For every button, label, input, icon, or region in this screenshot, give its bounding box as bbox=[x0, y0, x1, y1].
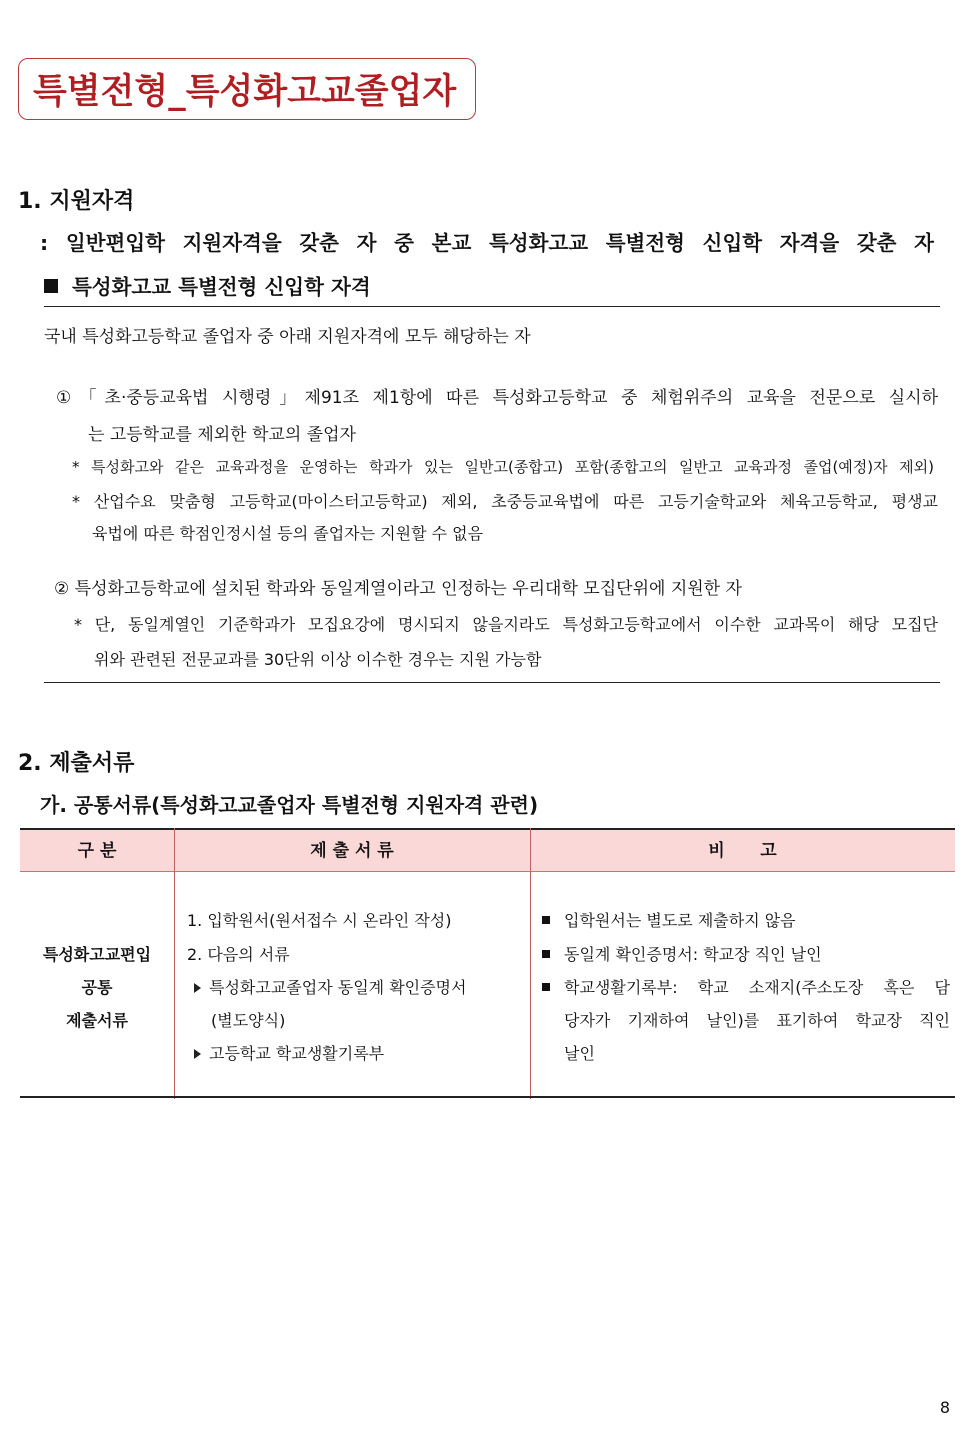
page-title: 특별전형_특성화고교졸업자 bbox=[33, 72, 457, 112]
category-line: 특성화고교편입 bbox=[42, 945, 152, 964]
note3-line2: 위와 관련된 전문교과를 30단위 이상 이수한 경우는 지원 가능함 bbox=[94, 650, 542, 669]
note3-line1: * 단, 동일계열인 기준학과가 모집요강에 명시되지 않을지라도 특성화고등학교에서 이수한 교과목이 해당 모집단 bbox=[74, 615, 938, 634]
header-remarks: 비 고 bbox=[708, 841, 777, 861]
square-bullet-icon bbox=[542, 983, 550, 991]
note1: * 특성화고와 같은 교육과정을 운영하는 학과가 있는 일반고(종합고) 포함(종합고의 일반고 교육과정 졸업(예정)자 제외) bbox=[72, 458, 934, 476]
table-bottom-rule bbox=[20, 1096, 955, 1098]
page-number: 8 bbox=[939, 1398, 950, 1417]
section1-intro: 국내 특성화고등학교 졸업자 중 아래 지원자격에 모두 해당하는 자 bbox=[44, 327, 531, 347]
remark-item-cont: 날인 bbox=[564, 1044, 595, 1063]
remark-item: 학교생활기록부: 학교 소재지(주소도장 혹은 담 bbox=[542, 975, 950, 998]
item1-line2: 는 고등학교를 제외한 학교의 졸업자 bbox=[88, 425, 356, 445]
section2-subheading: 가. 공통서류(특성화고교졸업자 특별전형 지원자격 관련) bbox=[40, 793, 539, 817]
title-box bbox=[18, 58, 476, 120]
item2: ② 특성화고등학교에 설치된 학과와 동일계열이라고 인정하는 우리대학 모집단위에 지원한 자 bbox=[54, 579, 742, 599]
note2-line1: * 산업수요 맞춤형 고등학교(마이스터고등학교) 제외, 초중등교육법에 따른 고등기술학교와 체육고등학교, 평생교 bbox=[72, 492, 938, 511]
document-item: 1. 입학원서(원서접수 시 온라인 작성) bbox=[187, 911, 452, 930]
documents-table bbox=[20, 828, 955, 1099]
document-subitem: 특성화고교졸업자 동일계 확인증명서 bbox=[194, 975, 466, 998]
item1-line1: ①「초·중등교육법 시행령」제91조 제1항에 따른 특성화고등학교 중 체험위주의 교육을 전문으로 실시하 bbox=[56, 388, 938, 408]
note2-line2: 육법에 따른 학점인정시설 등의 졸업자는 지원할 수 없음 bbox=[92, 524, 484, 543]
square-bullet-icon bbox=[542, 950, 550, 958]
column-divider bbox=[174, 828, 175, 1099]
section1-heading: 1. 지원자격 bbox=[18, 189, 135, 214]
category-line: 제출서류 bbox=[66, 1011, 128, 1030]
square-bullet-icon bbox=[44, 279, 58, 293]
remark-item: 입학원서는 별도로 제출하지 않음 bbox=[542, 908, 796, 931]
section1-summary: : 일반편입학 지원자격을 갖춘 자 중 본교 특성화고교 특별전형 신입학 자격을 갖춘 자 bbox=[40, 231, 934, 255]
header-category: 구 분 bbox=[77, 841, 117, 861]
document-item: 2. 다음의 서류 bbox=[187, 945, 290, 964]
document-subitem-cont: (별도양식) bbox=[211, 1011, 286, 1030]
header-documents: 제 출 서 류 bbox=[310, 841, 394, 861]
divider-bottom bbox=[44, 682, 940, 683]
section1-subheading-row bbox=[44, 270, 371, 300]
remark-item-cont: 당자가 기재하여 날인)를 표기하여 학교장 직인 bbox=[564, 1011, 950, 1030]
triangle-bullet-icon bbox=[194, 983, 201, 993]
column-divider bbox=[530, 828, 531, 1099]
document-subitem: 고등학교 학교생활기록부 bbox=[194, 1041, 384, 1064]
divider-top bbox=[44, 306, 940, 307]
square-bullet-icon bbox=[542, 916, 550, 924]
section2-heading: 2. 제출서류 bbox=[18, 751, 135, 776]
section1-subheading: 특성화고교 특별전형 신입학 자격 bbox=[72, 275, 371, 299]
triangle-bullet-icon bbox=[194, 1049, 201, 1059]
category-line: 공통 bbox=[81, 978, 113, 997]
table-header bbox=[20, 828, 955, 872]
remark-item: 동일계 확인증명서: 학교장 직인 날인 bbox=[542, 942, 822, 965]
